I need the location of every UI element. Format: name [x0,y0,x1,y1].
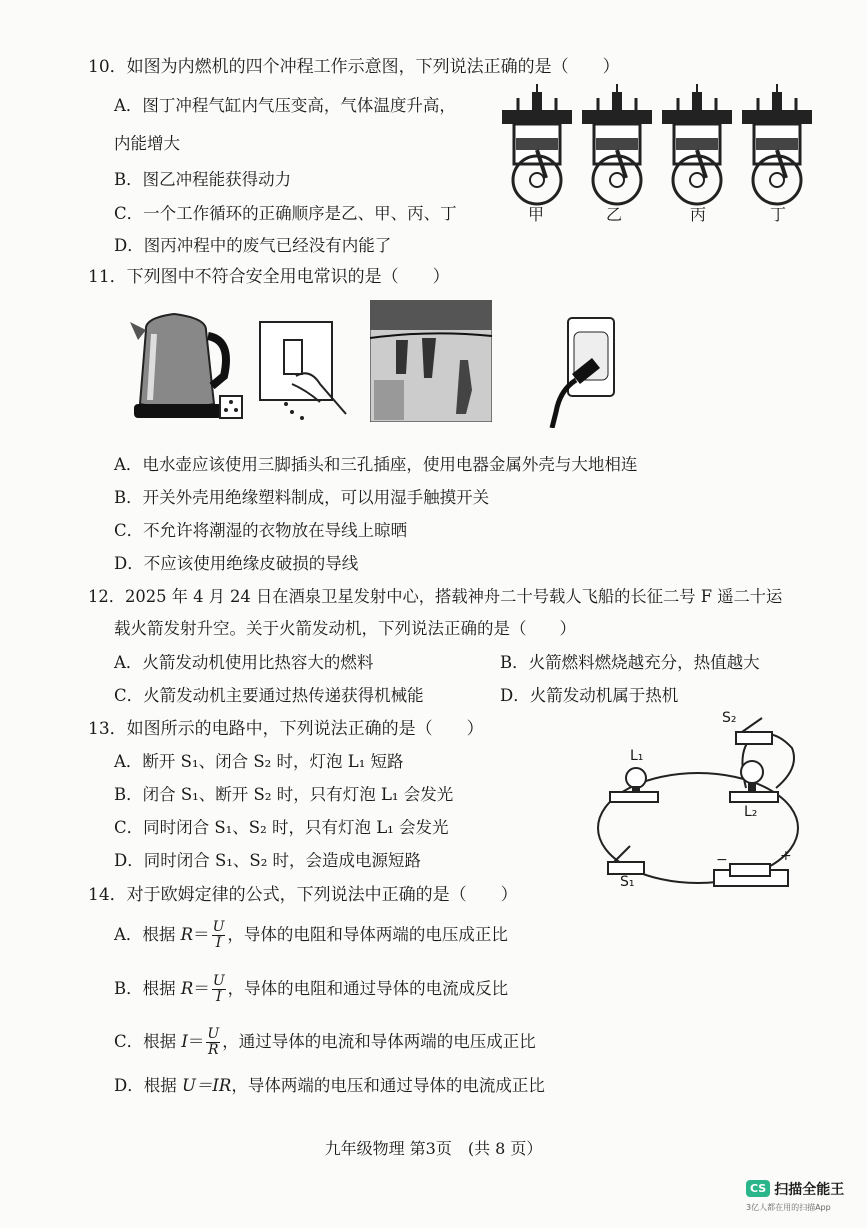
q12-option-d: D．火箭发动机属于热机 [500,686,679,705]
q11-option-c: C．不允许将潮湿的衣物放在导线上晾晒 [114,521,408,540]
q13-stem: 13．如图所示的电路中，下列说法正确的是（ ） [88,719,484,739]
engine-label-jia: 甲 [528,205,545,224]
q14-option-d: D．根据 U＝IR，导体两端的电压和通过导体的电流成正比 [114,1076,545,1095]
engine-strokes-figure [496,82,826,222]
switch-s1-icon [608,846,644,874]
damaged-wire-plug-image [540,316,620,428]
circuit-diagram [596,708,806,896]
formula-u-over-i: $\frac{U}{I}$ [212,919,225,951]
engine-label-yi: 乙 [606,205,623,224]
label-s1: S₁ [620,874,635,890]
engine-ding-icon [742,84,812,204]
q10-option-d: D．图丙冲程中的废气已经没有内能了 [114,236,392,255]
engine-label-ding: 丁 [770,205,787,224]
q11-stem: 11．下列图中不符合安全用电常识的是（ ） [88,267,450,287]
q12-option-c: C．火箭发动机主要通过热传递获得机械能 [114,686,424,705]
engine-jia-icon [502,84,572,204]
q14-stem: 14．对于欧姆定律的公式，下列说法中正确的是（ ） [88,885,518,905]
q13-option-a: A．断开 S₁、闭合 S₂ 时，灯泡 L₁ 短路 [114,752,404,771]
q11-option-a: A．电水壶应该使用三脚插头和三孔插座，使用电器金属外壳与大地相连 [114,455,638,474]
q14-option-c: C．根据 I＝ $\frac{U}{R}$ ，通过导体的电流和导体两端的电压成正比 [114,1026,536,1058]
engine-label-bing: 丙 [690,205,707,224]
scanner-subtitle: 3亿人都在用的扫描App [746,1203,831,1212]
q14-option-b: B．根据 R＝ $\frac{U}{I}$ ，导体的电阻和通过导体的电流成反比 [114,973,509,1005]
engine-bing-icon [662,84,732,204]
q11-option-d: D．不应该使用绝缘皮破损的导线 [114,554,359,573]
q10-option-b: B．图乙冲程能获得动力 [114,170,292,189]
kettle-image [124,300,246,428]
q12-stem-line1: 12．2025 年 4 月 24 日在酒泉卫星发射中心，搭载神舟二十号载人飞船的长征二号 F 遥二十运 [88,587,783,606]
q14-option-a: A．根据 R＝ $\frac{U}{I}$ ，导体的电阻和导体两端的电压成正比 [114,919,508,951]
q11-option-b: B．开关外壳用绝缘塑料制成，可以用湿手触摸开关 [114,488,490,507]
q13-option-d: D．同时闭合 S₁、S₂ 时，会造成电源短路 [114,851,422,870]
bulb-l2-icon [730,761,778,802]
scanner-watermark [746,1178,845,1212]
wet-clothes-on-wire-image [370,300,492,422]
q10-stem: 10．如图为内燃机的四个冲程工作示意图，下列说法正确的是（ ） [88,57,620,77]
q10-option-a: A．图丁冲程气缸内气压变高，气体温度升高， [114,96,456,115]
switch-s2-icon [736,718,772,744]
q12-stem-line2: 载火箭发射升空。关于火箭发动机，下列说法正确的是（ ） [114,619,576,638]
label-battery-minus: − [716,852,728,868]
label-battery-plus: + [780,848,792,864]
bulb-l1-icon [610,768,658,802]
q13-option-c: C．同时闭合 S₁、S₂ 时，只有灯泡 L₁ 会发光 [114,818,449,837]
label-l2: L₂ [744,804,758,820]
label-s2: S₂ [722,710,737,726]
scanner-logo-icon: CS [746,1180,770,1197]
wet-hand-switch-image [256,320,350,422]
q10-option-c: C．一个工作循环的正确顺序是乙、甲、丙、丁 [114,204,457,223]
page-footer: 九年级物理 第3页 (共 8 页） [324,1139,543,1158]
formula-u-over-r: $\frac{U}{R}$ [207,1026,220,1058]
scanner-title: 扫描全能王 [774,1181,845,1198]
q10-option-a-cont: 内能增大 [114,134,180,153]
q12-option-b: B．火箭燃料燃烧越充分，热值越大 [500,653,760,672]
formula-u-over-i: $\frac{U}{I}$ [212,973,225,1005]
label-l1: L₁ [630,748,644,764]
q12-option-a: A．火箭发动机使用比热容大的燃料 [114,653,374,672]
engine-yi-icon [582,84,652,204]
q13-option-b: B．闭合 S₁、断开 S₂ 时，只有灯泡 L₁ 会发光 [114,785,454,804]
